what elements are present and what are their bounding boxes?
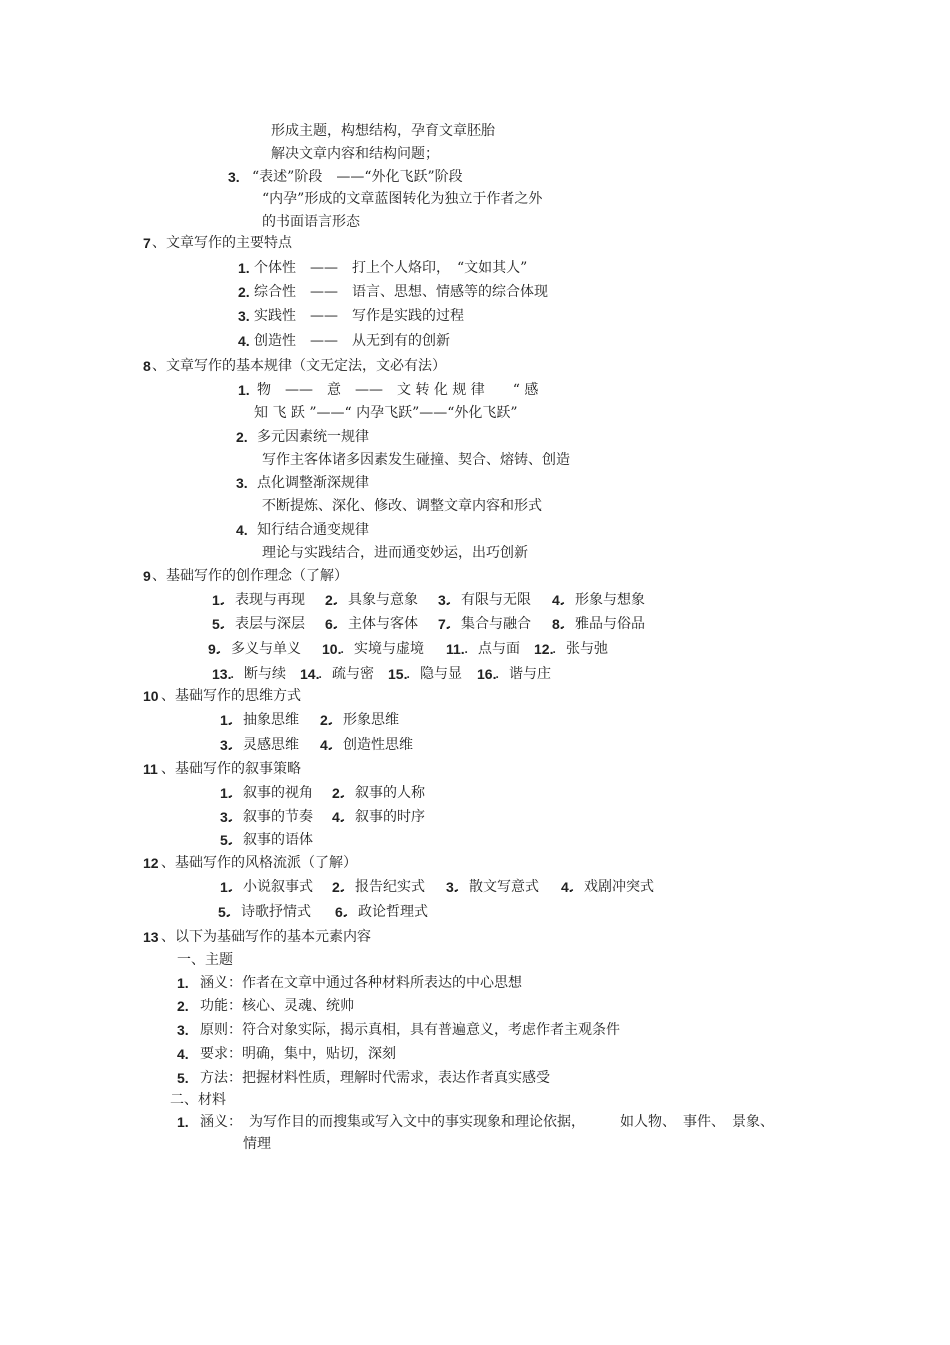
item-number: 3. — [220, 737, 232, 753]
item-number: 3. — [177, 1022, 189, 1038]
list-item-cont: 知 飞 跃 ”——“ 内孕飞跃”——“外化飞跃” — [254, 405, 518, 421]
concept-item: ．主体与客体 — [334, 616, 418, 632]
concept-item: ．多义与单义 — [217, 641, 301, 657]
list-item: ．叙事的时序 — [341, 809, 425, 825]
section-heading: 、基础写作的思维方式 — [161, 688, 301, 704]
list-item: ．叙事的节奏 — [229, 809, 313, 825]
list-item: ．政论哲理式 — [344, 904, 428, 920]
list-item: ．报告纪实式 — [341, 879, 425, 895]
stage-text: 解决文章内容和结构问题； — [271, 146, 439, 162]
list-item: 物 —— 意 —— 文 转 化 规 律 “ 感 — [257, 382, 539, 398]
item-number: 4. — [238, 333, 250, 349]
item-number: 11. — [446, 641, 465, 657]
list-item: ．小说叙事式 — [229, 879, 313, 895]
concept-item: ．形象与想象 — [561, 592, 645, 608]
item-number: 8. — [552, 616, 564, 632]
stage-title: “表述”阶段 ——“外化飞跃”阶段 — [252, 169, 463, 185]
concept-item: ．隐与显 — [406, 666, 462, 682]
list-item-desc: 不断提炼、深化、修改、调整文章内容和形式 — [262, 498, 542, 514]
item-number: 5. — [177, 1070, 189, 1086]
list-item: ．灵感思维 — [229, 737, 299, 753]
list-item: ．叙事的视角 — [229, 785, 313, 801]
list-item: 涵义：作者在文章中通过各种材料所表达的中心思想 — [200, 975, 522, 991]
item-number: 6. — [325, 616, 337, 632]
subsection-heading: 二、材料 — [170, 1092, 226, 1108]
item-number: 1. — [220, 785, 232, 801]
section-number: 13 — [143, 929, 159, 945]
list-item-desc: 理论与实践结合，进而通变妙运，出巧创新 — [262, 545, 528, 561]
item-number: 1. — [177, 975, 189, 991]
item-number: 14. — [300, 666, 320, 682]
section-number: 12 — [143, 855, 159, 871]
item-number: 4. — [177, 1046, 189, 1062]
item-number: 3. — [228, 169, 240, 185]
item-number: 10. — [322, 641, 342, 657]
concept-item: ．疏与密 — [318, 666, 374, 682]
concept-item: ．有限与无限 — [447, 592, 531, 608]
list-item: 多元因素统一规律 — [257, 429, 369, 445]
concept-item: ．断与续 — [230, 666, 286, 682]
item-number: 2. — [332, 785, 344, 801]
stage-text: “内孕”形成的文章蓝图转化为独立于作者之外 — [262, 191, 543, 207]
item-number: 3. — [446, 879, 458, 895]
concept-item: ．雅品与俗品 — [561, 616, 645, 632]
section-heading: 、以下为基础写作的基本元素内容 — [161, 929, 371, 945]
item-number: 5. — [218, 904, 230, 920]
item-number: 2. — [238, 284, 250, 300]
list-item: ．戏剧冲突式 — [570, 879, 654, 895]
item-number: 12. — [534, 641, 554, 657]
list-item: 个体性 —— 打上个人烙印， “文如其人” — [254, 260, 528, 276]
concept-item: ．表现与再现 — [221, 592, 305, 608]
list-item-cont: 情理 — [243, 1136, 271, 1152]
list-item: 涵义： 为写作目的而搜集或写入文中的事实现象和理论依据， 如人物、 事件、 景象、 — [200, 1114, 774, 1130]
concept-item: ．具象与意象 — [334, 592, 418, 608]
list-item: ．形象思维 — [329, 712, 399, 728]
subsection-heading: 一、主题 — [177, 952, 233, 968]
item-number: 5. — [220, 832, 232, 848]
list-item: ．叙事的人称 — [341, 785, 425, 801]
list-item: ．叙事的语体 — [229, 832, 313, 848]
list-item-desc: 写作主客体诸多因素发生碰撞、契合、熔铸、创造 — [262, 452, 570, 468]
item-number: 4. — [552, 592, 564, 608]
concept-item: ．集合与融合 — [447, 616, 531, 632]
list-item: ．抽象思维 — [229, 712, 299, 728]
section-number: 8 — [143, 358, 151, 374]
item-number: 1. — [220, 712, 232, 728]
item-number: 9. — [208, 641, 220, 657]
section-number: 10 — [143, 688, 159, 704]
item-number: 2. — [320, 712, 332, 728]
item-number: 15. — [388, 666, 408, 682]
item-number: 4. — [236, 522, 248, 538]
concept-item: ．张与弛 — [552, 641, 608, 657]
item-number: 4. — [332, 809, 344, 825]
item-number: 13. — [212, 666, 232, 682]
list-item: 知行结合通变规律 — [257, 522, 369, 538]
list-item: ．散文写意式 — [455, 879, 539, 895]
section-heading: 、基础写作的风格流派（了解） — [161, 855, 357, 871]
list-item: 功能：核心、灵魂、统帅 — [200, 998, 354, 1014]
list-item: ．诗歌抒情式 — [227, 904, 311, 920]
item-number: 4. — [561, 879, 573, 895]
section-heading: 、基础写作的创作理念（了解） — [152, 568, 348, 584]
item-number: 2. — [177, 998, 189, 1014]
concept-item: ．表层与深层 — [221, 616, 305, 632]
list-item: 要求：明确，集中，贴切，深刻 — [200, 1046, 396, 1062]
concept-item: ．实境与虚境 — [340, 641, 424, 657]
list-item: 实践性 —— 写作是实践的过程 — [254, 308, 464, 324]
item-number: 1. — [220, 879, 232, 895]
section-number: 11 — [143, 761, 158, 777]
section-heading: 、基础写作的叙事策略 — [161, 761, 301, 777]
item-number: 6. — [335, 904, 347, 920]
item-number: 5. — [212, 616, 224, 632]
section-heading: 、文章写作的基本规律（文无定法，文必有法） — [152, 358, 446, 374]
section-number: 9 — [143, 568, 151, 584]
stage-text: 形成主题，构想结构，孕育文章胚胎 — [271, 123, 495, 139]
list-item: ．创造性思维 — [329, 737, 413, 753]
item-number: 1. — [238, 382, 250, 398]
item-number: 1. — [212, 592, 224, 608]
item-number: 1. — [177, 1114, 189, 1130]
item-number: 1. — [238, 260, 250, 276]
item-number: 2. — [332, 879, 344, 895]
item-number: 3. — [238, 308, 250, 324]
concept-item: ．点与面 — [464, 641, 520, 657]
section-number: 7 — [143, 235, 151, 251]
item-number: 3. — [438, 592, 450, 608]
item-number: 16. — [477, 666, 497, 682]
concept-item: ．谐与庄 — [495, 666, 551, 682]
item-number: 4. — [320, 737, 332, 753]
section-heading: 、文章写作的主要特点 — [152, 235, 292, 251]
stage-text: 的书面语言形态 — [262, 214, 360, 230]
item-number: 7. — [438, 616, 450, 632]
list-item: 综合性 —— 语言、思想、情感等的综合体现 — [254, 284, 548, 300]
item-number: 3. — [236, 475, 248, 491]
item-number: 3. — [220, 809, 232, 825]
list-item: 点化调整渐深规律 — [257, 475, 369, 491]
list-item: 原则：符合对象实际，揭示真相，具有普遍意义，考虑作者主观条件 — [200, 1022, 620, 1038]
list-item: 创造性 —— 从无到有的创新 — [254, 333, 450, 349]
item-number: 2. — [236, 429, 248, 445]
list-item: 方法：把握材料性质，理解时代需求，表达作者真实感受 — [200, 1070, 550, 1086]
item-number: 2. — [325, 592, 337, 608]
